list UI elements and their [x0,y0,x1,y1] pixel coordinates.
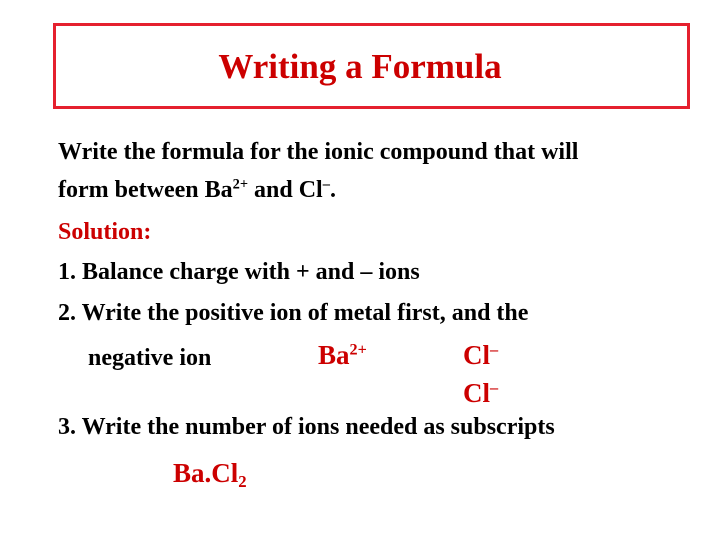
step-2-continued: negative ion [88,345,212,371]
question-text-end: . [329,177,336,203]
answer-formula: $Ba.Cl_2$ [173,458,247,492]
answer-part-2: Cl [211,458,239,488]
step-3: 3. Write the number of ions needed as subscripts [58,414,555,440]
answer-part-1: Ba [173,458,205,488]
anion-symbol-1: Cl [463,340,490,370]
anion-ion-1 [463,342,498,369]
question-line-1: Write the formula for the ionic compound that will [58,139,579,165]
solution-label: Solution: [58,219,152,245]
question-text-mid: and Cl [248,177,323,203]
cation-symbol: Ba [318,340,350,370]
cation-ion [318,342,367,369]
slide-title: Writing a Formula [218,47,502,86]
step-1: 1. Balance charge with + and – ions [58,259,420,285]
cation-charge-superscript: 2+ [232,176,249,193]
anion-ion-charge-2: – [490,378,499,397]
question-line-2 [58,178,336,202]
answer-subscript: 2 [238,472,247,492]
step-2: 2. Write the positive ion of metal first, and the [58,300,529,326]
anion-ion-charge-1: – [490,340,499,359]
cation-ion-charge: 2+ [349,340,367,359]
anion-symbol-2: Cl [463,378,490,408]
question-text-prefix: form between Ba [58,177,233,203]
anion-ion-2 [463,380,498,407]
anion-charge-superscript: – [322,176,330,193]
